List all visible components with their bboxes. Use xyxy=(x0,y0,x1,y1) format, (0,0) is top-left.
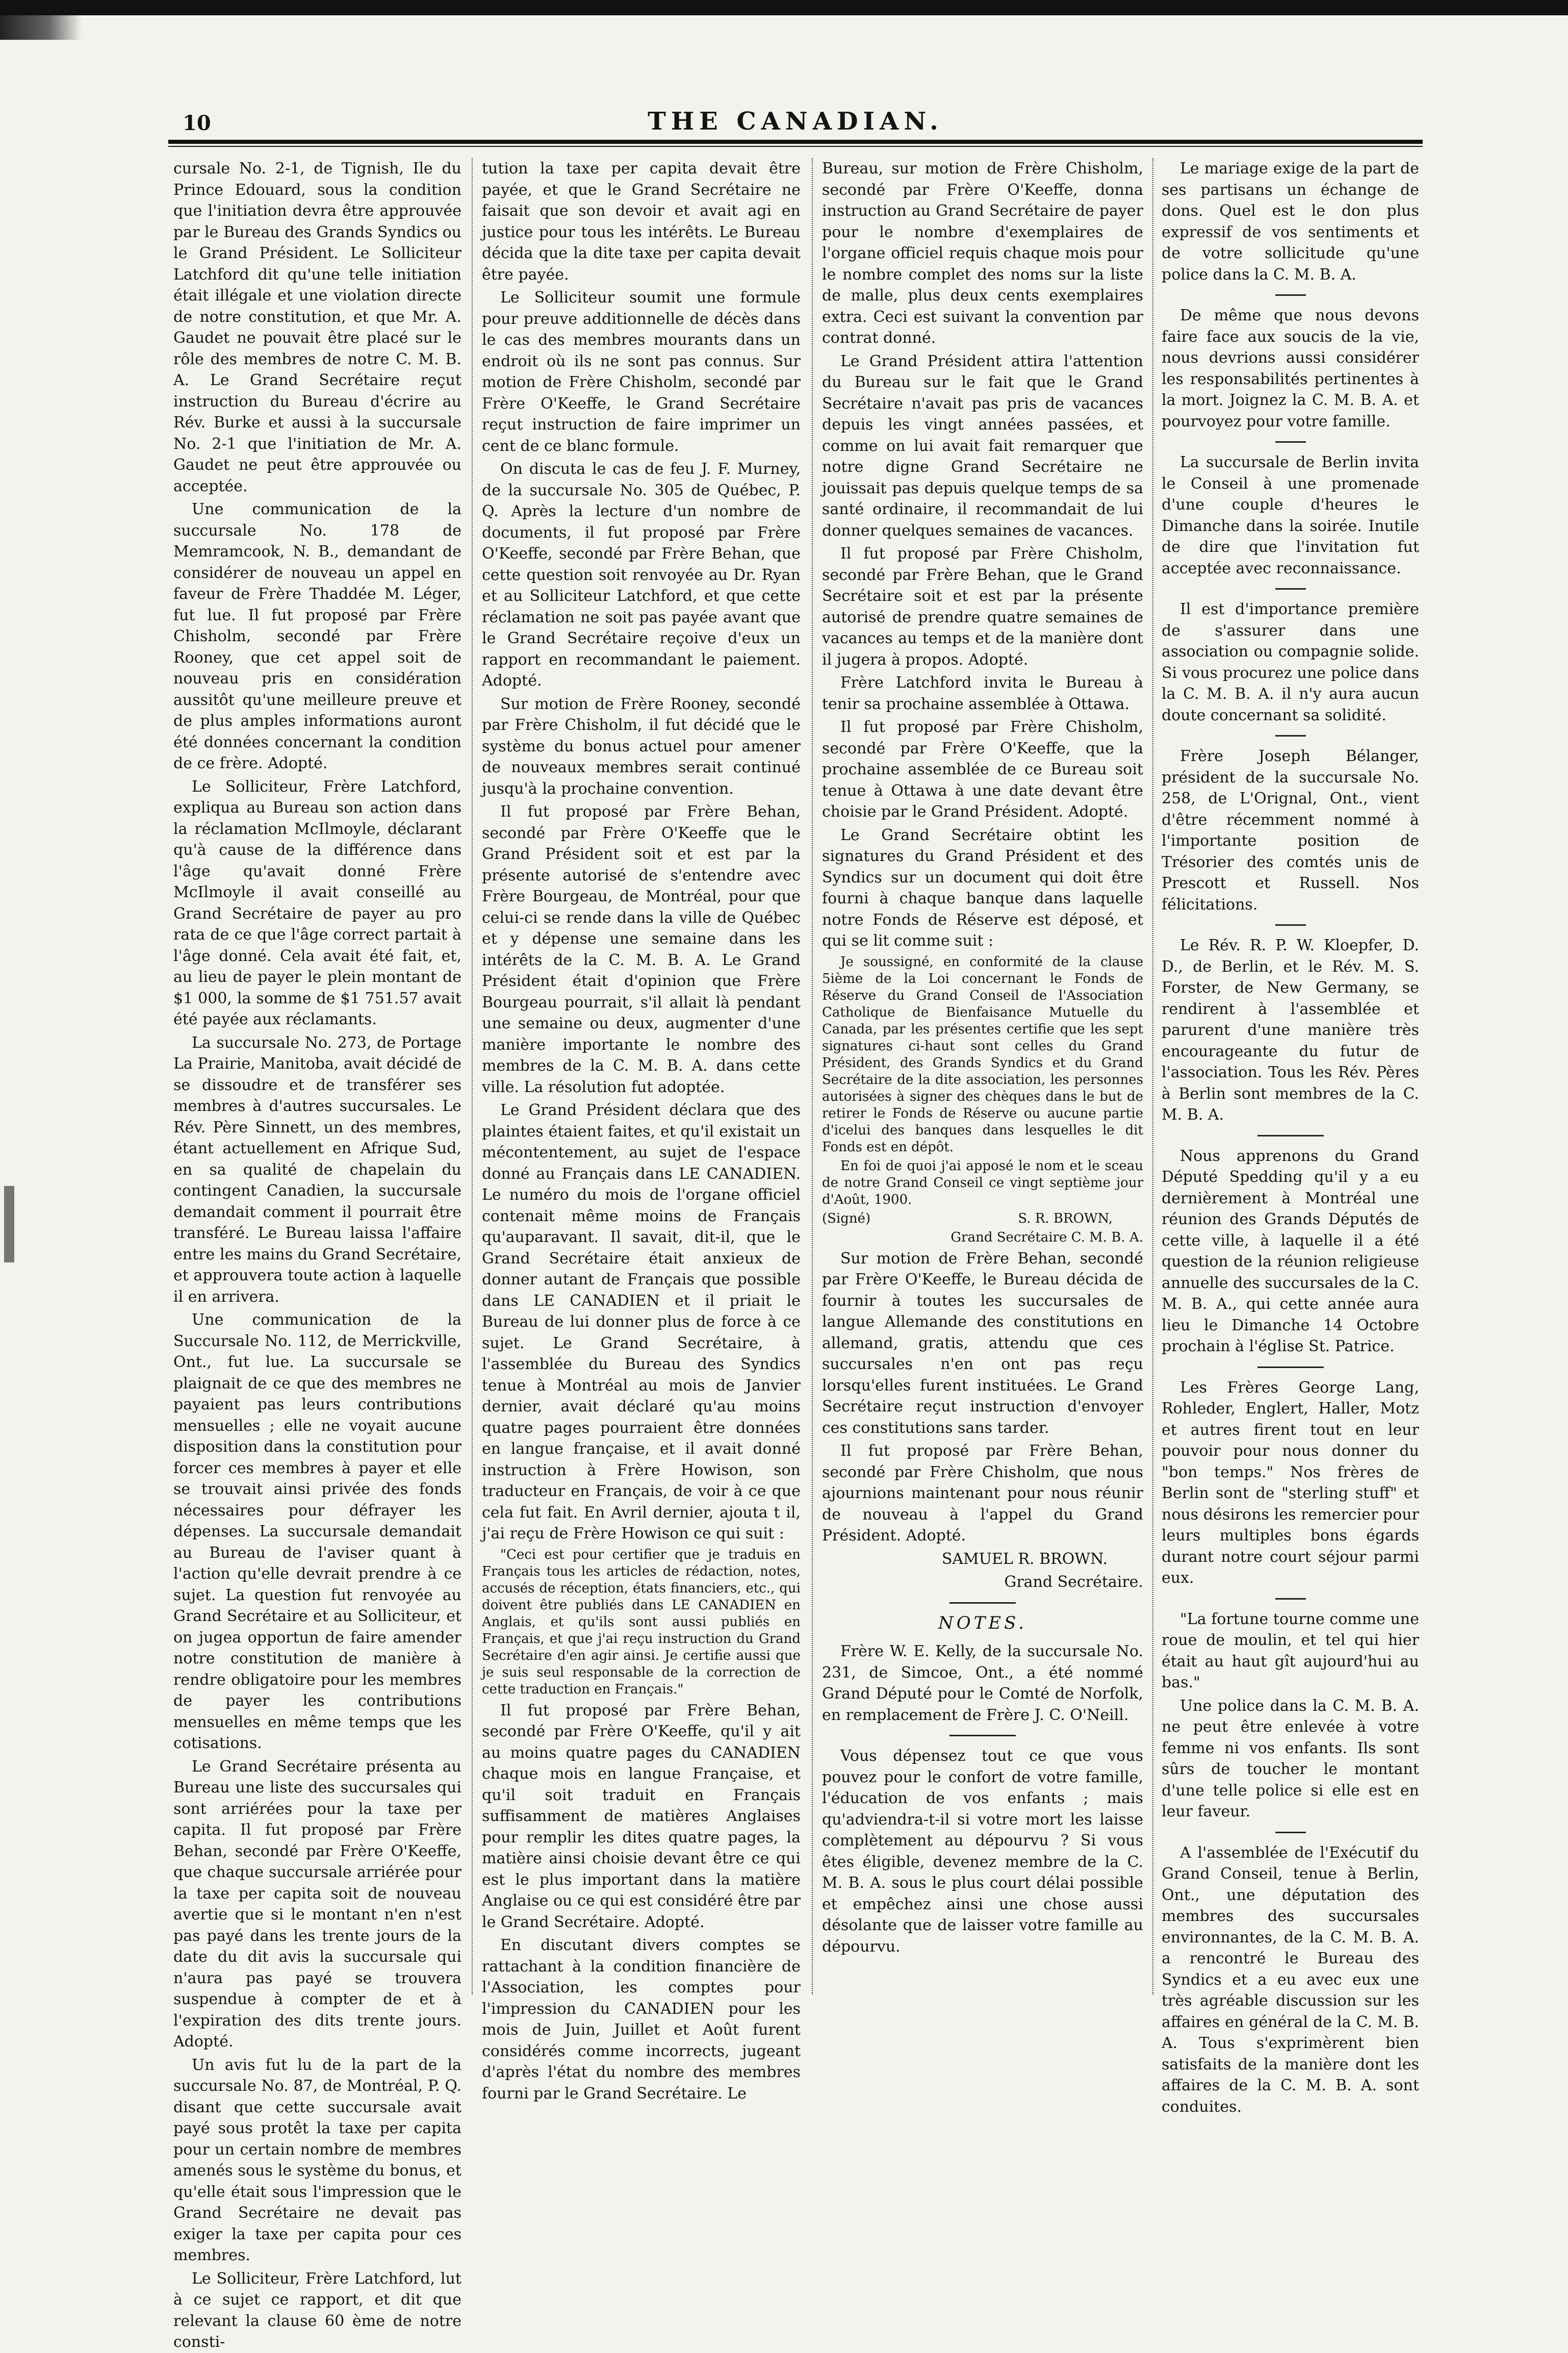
certificate-signature xyxy=(822,1210,1143,1227)
signer-name: S. R. BROWN, xyxy=(1018,1210,1113,1226)
item-divider xyxy=(1275,1598,1306,1600)
bank-certificate: Je soussigné, en conformité de la clause 5ième de la Loi concernant le Fonds de Réserve du Grand Conseil de l'Association Catholique de Bienfaisance Mutuelle du Canada, par les présentes certifie que les sept signatures ci-haut sont celles du Grand Président, des Grands Syndics et du Grand Secrétaire de la dite association, les personnes autorisées à signer des chèques dans le but de retirer le Fonds de Réserve ou aucune partie d'icelui des banques dans lesquelles le dit Fonds est en dépôt. xyxy=(822,954,1143,1155)
paragraph: Le Solliciteur soumit une formule pour preuve additionnelle de décès dans le cas des membres mourants dans un endroit où ils ne sont pas connus. Sur motion de Frère Chisholm, secondé par Frère O'Keeffe, le Grand Secrétaire reçut instruction de faire imprimer un cent de ce blanc formule. xyxy=(482,289,801,455)
paragraph: Frère W. E. Kelly, de la succursale No. 231, de Simcoe, Ont., a été nommé Grand Député pour le Comté de Norfolk, en remplacement de Frère J. C. O'Neill. xyxy=(822,1642,1143,1724)
paragraph: Le Rév. R. P. W. Kloepfer, D. D., de Berlin, et le Rév. M. S. Forster, de New Germany, se rendirent à l'assemblée et parurent d'une manière très encourageante du futur de l'association. Tous les Rév. Pères à Berlin sont membres de la C. M. B. A. xyxy=(1162,937,1419,1124)
paragraph: Nous apprenons du Grand Député Spedding qu'il y a eu dernièrement à Montréal une réunion des Grands Députés de cette ville, à laquelle il a été question de la réunion religieuse annuelle des succursales de la C. M. B. A., qui cette année aura lieu le Dimanche 14 Octobre prochain à l'église St. Patrice. xyxy=(1162,1147,1419,1355)
paragraph: Le Grand Président déclara que des plaintes étaient faites, et qu'il existait un mécontentement, au sujet de l'espace donné au Français dans LE CANADIEN. Le numéro du mois de l'organe officiel contenait même moins de Français qu'auparavant. Il savait, dit-il, que le Grand Secrétaire était anxieux de donner autant de Français que possible dans LE CANADIEN et il priait le Bureau de lui donner plus de force à ce sujet. Le Grand Secrétaire, à l'assemblée du Bureau des Syndics tenue à Montréal au mois de Janvier dernier, avait déclaré qu'au moins quatre pages pourraient être données en langue française, et il avait donné instruction à Frère Howison, son traducteur en Français, de voir à ce que cela fut fait. En Avril dernier, ajouta t il, j'ai reçu de Frère Howison ce qui suit : xyxy=(482,1101,801,1542)
column-divider xyxy=(1152,158,1154,1994)
page-title: THE CANADIAN. xyxy=(648,107,943,136)
quoted-certificate: "Ceci est pour certifier que je traduis en Français tous les articles de rédaction, notes, accusés de réception, états financiers, etc., qui doivent être publiés dans LE CANADIEN en Anglais, et qu'ils sont aussi publiés en Français, et que j'ai reçu instruction du Grand Secrétaire d'en agir ainsi. Je certifie aussi que je suis seul responsable de la correction de cette traduction en Français." xyxy=(482,1547,801,1697)
page-header xyxy=(168,107,1423,138)
paragraph: Une communication de la Succursale No. 112, de Merrickville, Ont., fut lue. La succursale se plaignait de ce que des membres ne payaient pas leurs contributions mensuelles ; elle ne voyait aucune disposition dans la constitution pour forcer ces membres à payer et elle se trouvait ainsi privée des fonds nécessaires pour défrayer les dépenses. La succursale demandait au Bureau de l'aviser quant à l'action qu'elle devrait prendre à ce sujet. La question fut renvoyée au Grand Secrétaire et au Solliciteur, et on jugea opportun de faire amender notre constitution de manière à rendre obligatoire pour les membres de payer les contributions mensuelles en même temps que les cotisations. xyxy=(173,1311,461,1752)
paragraph: La succursale No. 273, de Portage La Prairie, Manitoba, avait décidé de se dissoudre et de transférer ses membres à d'autres succursales. Le Rév. Père Sinnett, un des membres, étant actuellement en Afrique Sud, en sa qualité de chapelain du contingent Canadien, la succursale demandait comment il pourrait être transféré. Le Bureau laissa l'affaire entre les mains du Grand Secrétaire, et approuvera toute action à laquelle il en arrivera. xyxy=(173,1033,461,1306)
paragraph: Il fut proposé par Frère Behan, secondé par Frère O'Keeffe, qu'il y ait au moins quatre pages du CANADIEN chaque mois en langue Française, et qu'il soit traduit en Français suffisamment de matières Anglaises pour remplir les dites quatre pages, la matière ainsi choisie devant être ce qui est le plus important dans la matière Anglaise ou ce qui est considéré être par le Grand Secrétaire. Adopté. xyxy=(482,1701,801,1931)
column-3 xyxy=(822,158,1143,1994)
scan-corner-shadow xyxy=(0,15,82,40)
paragraph: Frère Joseph Bélanger, président de la succursale No. 258, de L'Orignal, Ont., vient d'être récemment nommé à l'importante position de Trésorier des comtés unis de Prescott et Russell. Nos félicitations. xyxy=(1162,747,1419,914)
page-number: 10 xyxy=(183,111,211,135)
paragraph: Frère Latchford invita le Bureau à tenir sa prochaine assemblée à Ottawa. xyxy=(822,674,1143,713)
column-divider xyxy=(812,158,814,1994)
paragraph: De même que nous devons faire face aux soucis de la vie, nous devrions aussi considérer les responsabilités pertinentes à la mort. Joignez la C. M. B. A. et pourvoyez pour votre famille. xyxy=(1162,307,1419,431)
signed-mark: (Signé) xyxy=(822,1210,871,1226)
header-rule xyxy=(168,140,1423,144)
section-divider xyxy=(949,1602,1016,1604)
paragraph: Il fut proposé par Frère Behan, secondé par Frère Chisholm, que nous ajournions maintenant pour nous réunir de nouveau à l'appel du Grand Président. Adopté. xyxy=(822,1442,1143,1545)
scan-margin-mark xyxy=(4,1186,14,1262)
column-4 xyxy=(1162,158,1419,2116)
paragraph: Un avis fut lu de la part de la succursale No. 87, de Montréal, P. Q. disant que cette succursale avait payé sous protêt la taxe per capita pour un certain nombre de membres amenés sous le système du bonus, et qu'elle était sous l'impression que le Grand Secrétaire ne devait pas exiger la taxe per capita pour ces membres. xyxy=(173,2056,461,2264)
item-divider xyxy=(1275,1832,1306,1833)
paragraph: Le Solliciteur, Frère Latchford, expliqua au Bureau son action dans la réclamation McIlmoyle, déclarant qu'à cause de la différence dans l'âge qu'avait donné Frère McIlmoyle il avait conseillé au Grand Secrétaire de payer au pro rata de ce que l'âge correct partait à l'âge donné. Cela avait été fait, et, au lieu de payer le plein montant de $1 000, la somme de $1 751.57 avait été payée aux réclamants. xyxy=(173,777,461,1028)
paragraph: Il fut proposé par Frère Chisholm, secondé par Frère Behan, que le Grand Secrétaire soit et est par la présente autorisé de prendre quatre semaines de vacances au temps et de la manière dont il jugera à propos. Adopté. xyxy=(822,545,1143,669)
certificate-seal-text: En foi de quoi j'ai apposé le nom et le sceau de notre Grand Conseil ce vingt septième jour d'Août, 1900. xyxy=(822,1158,1143,1207)
item-divider xyxy=(1275,735,1306,737)
paragraph: Le mariage exige de la part de ses partisans un échange de dons. Quel est le don plus expressif de vos sentiments et de votre sollicitude qu'une police dans la C. M. B. A. xyxy=(1162,160,1419,284)
header-rule-thin xyxy=(168,146,1423,147)
paragraph: Le Grand Président attira l'attention du Bureau sur le fait que le Grand Secrétaire n'avait pas pris de vacances depuis les vingt années passées, et comme on lui avait fait remarquer que notre digne Grand Secrétaire ne jouissait pas depuis quelque temps de sa santé ordinaire, il recommandait de lui donner quelques semaines de vacances. xyxy=(822,352,1143,540)
paragraph: Il fut proposé par Frère Behan, secondé par Frère O'Keeffe que le Grand Président soit et est par la présente autorisé de s'entendre avec Frère Bourgeau, de Montréal, pour que celui-ci se rende dans la ville de Québec et y dépense une semaine dans les intérêts de la C. M. B. A. Le Grand Président était d'opinion que Frère Bourgeau pourrait, s'il allait là pendant une semaine ou deux, augmenter d'une manière importante le nombre des membres de la C. M. B. A. dans cette ville. La résolution fut adoptée. xyxy=(482,803,801,1096)
item-divider xyxy=(1275,924,1306,926)
paragraph: Une communication de la succursale No. 178 de Memramcook, N. B., demandant de considérer de nouveau un appel en faveur de Frère Thaddée M. Léger, fut lue. Il fut proposé par Frère Chisholm, secondé par Frère Rooney, que cet appel soit de nouveau pris en considération aussitôt qu'une meilleure preuve et de plus amples informations auront été données concernant la condition de ce frère. Adopté. xyxy=(173,500,461,772)
paragraph: cursale No. 2-1, de Tignish, Ile du Prince Edouard, sous la condition que l'initiation devra être approuvée par le Bureau des Grands Syndics ou le Grand Président. Le Solliciteur Latchford dit qu'une telle initiation était illégale et une violation directe de notre constitution, et que Mr. A. Gaudet ne pouvait être placé sur le rôle des membres de notre C. M. B. A. Le Grand Secrétaire reçut instruction du Bureau d'écrire au Rév. Burke et aussi à la succursale No. 2-1 que l'initiation de Mr. A. Gaudet ne peut être approuvée ou acceptée. xyxy=(173,160,461,495)
paragraph: Sur motion de Frère Behan, secondé par Frère O'Keeffe, le Bureau décida de fournir à toutes les succursales de langue Allemande des constitutions en allemand, gratis, attendu que ces succursales n'en ont pas reçu lorsqu'elles furent instituées. Le Grand Secrétaire reçut instruction d'envoyer ces constitutions sans tarder. xyxy=(822,1249,1143,1437)
column-2 xyxy=(482,158,801,2103)
scan-top-border xyxy=(0,0,1568,15)
paragraph: "La fortune tourne comme une roue de moulin, et tel qui hier était au haut gît aujourd'hui au bas." xyxy=(1162,1610,1419,1691)
item-divider xyxy=(1257,1135,1324,1136)
minutes-signature-name: SAMUEL R. BROWN. xyxy=(941,1550,1108,1568)
item-divider xyxy=(1275,588,1306,590)
item-divider xyxy=(1257,1367,1324,1368)
paragraph: tution la taxe per capita devait être payée, et que le Grand Secrétaire ne faisait que son devoir et avait agi en justice pour tous les intérêts. Le Bureau décida que la dite taxe per capita devait être payée. xyxy=(482,160,801,284)
minutes-signature-title: Grand Secrétaire. xyxy=(1004,1573,1143,1591)
notes-heading: NOTES. xyxy=(938,1612,1027,1633)
paragraph: Sur motion de Frère Rooney, secondé par Frère Chisholm, il fut décidé que le système du bonus actuel pour amener de nouveaux membres serait continué jusqu'à la prochaine convention. xyxy=(482,695,801,798)
paragraph: En discutant divers comptes se rattachant à la condition financière de l'Association, les comptes pour l'impression du CANADIEN pour les mois de Juin, Juillet et Août furent considérés comme incorrects, jugeant d'après l'état du nombre des membres fourni par le Grand Secrétaire. Le xyxy=(482,1936,801,2103)
signer-title: Grand Secrétaire C. M. B. A. xyxy=(950,1229,1143,1245)
paragraph: On discuta le cas de feu J. F. Murney, de la succursale No. 305 de Québec, P. Q. Après la lecture d'un nombre de documents, il fut proposé par Frère O'Keeffe, secondé par Frère Behan, que cette question soit renvoyée au Dr. Ryan et au Solliciteur Latchford, et que cette réclamation ne soit pas payée avant que le Grand Secrétaire reçoive d'eux un rapport en recommandant le paiement. Adopté. xyxy=(482,460,801,690)
section-divider xyxy=(949,1735,1016,1736)
paragraph: Une police dans la C. M. B. A. ne peut être enlevée à votre femme ni vos enfants. Ils sont sûrs de toucher le montant d'une telle police si elle est en leur faveur. xyxy=(1162,1697,1419,1820)
paragraph: Il fut proposé par Frère Chisholm, secondé par Frère O'Keeffe, que la prochaine assemblée de ce Bureau soit tenue à Ottawa à une date devant être choisie par le Grand Président. Adopté. xyxy=(822,718,1143,821)
paragraph: La succursale de Berlin invita le Conseil à une promenade d'une couple d'heures le Dimanche dans la soirée. Inutile de dire que l'invitation fut acceptée avec reconnaissance. xyxy=(1162,453,1419,577)
column-divider xyxy=(472,158,474,1994)
paragraph: Le Solliciteur, Frère Latchford, lut à ce sujet ce rapport, et dit que relevant la clause 60 ème de notre consti- xyxy=(173,2269,461,2351)
item-divider xyxy=(1275,441,1306,443)
paragraph: Les Frères George Lang, Rohleder, Englert, Haller, Motz et autres firent tout en leur pouvoir pour nous donner du "bon temps." Nos frères de Berlin sont de "sterling stuff" et nous désirons les remercier pour leurs multiples bons égards durant notre court séjour parmi eux. xyxy=(1162,1378,1419,1587)
paragraph: Bureau, sur motion de Frère Chisholm, secondé par Frère O'Keeffe, donna instruction au Grand Secrétaire de payer pour le nombre d'exemplaires de l'organe officiel requis chaque mois pour le nombre complet des noms sur la liste de malle, plus deux cents exemplaires extra. Ceci est suivant la convention par contrat donné. xyxy=(822,160,1143,347)
paragraph: Vous dépensez tout ce que vous pouvez pour le confort de votre famille, l'éducation de vos enfants ; mais qu'adviendra-t-il si votre mort les laisse complètement au dépourvu ? Si vous êtes éligible, devenez membre de la C. M. B. A. sous le plus court délai possible et empêchez ainsi une chose aussi désolante que de laisser votre famille au dépourvu. xyxy=(822,1747,1143,1956)
paragraph: Le Grand Secrétaire obtint les signatures du Grand Président et des Syndics sur un document qui doit être fourni à chaque banque dans laquelle notre Fonds de Réserve est déposé, et qui se lit comme suit : xyxy=(822,826,1143,950)
paragraph: Il est d'importance première de s'assurer dans une association ou compagnie solide. Si vous procurez une police dans la C. M. B. A. il n'y aura aucun doute concernant sa solidité. xyxy=(1162,600,1419,724)
paragraph: A l'assemblée de l'Exécutif du Grand Conseil, tenue à Berlin, Ont., une députation des membres des succursales environnantes, de la C. M. B. A. a rencontré le Bureau des Syndics et a eu avec eux une très agréable discussion sur les affaires en général de la C. M. B. A. Tous s'exprimèrent bien satisfaits de la manière dont les affaires de la C. M. B. A. sont conduites. xyxy=(1162,1843,1419,2116)
column-1 xyxy=(173,158,461,2351)
paragraph: Le Grand Secrétaire présenta au Bureau une liste des succursales qui sont arriérées pour la taxe per capita. Il fut proposé par Frère Behan, secondé par Frère O'Keeffe, que chaque succursale arriérée pour la taxe per capita soit de nouveau avertie que si le montant n'en n'est pas payé dans les trente jours de la date du dit avis la succursale qui n'aura pas payé se trouvera suspendue à compter de et à l'expiration des dits trente jours. Adopté. xyxy=(173,1757,461,2051)
item-divider xyxy=(1275,294,1306,296)
